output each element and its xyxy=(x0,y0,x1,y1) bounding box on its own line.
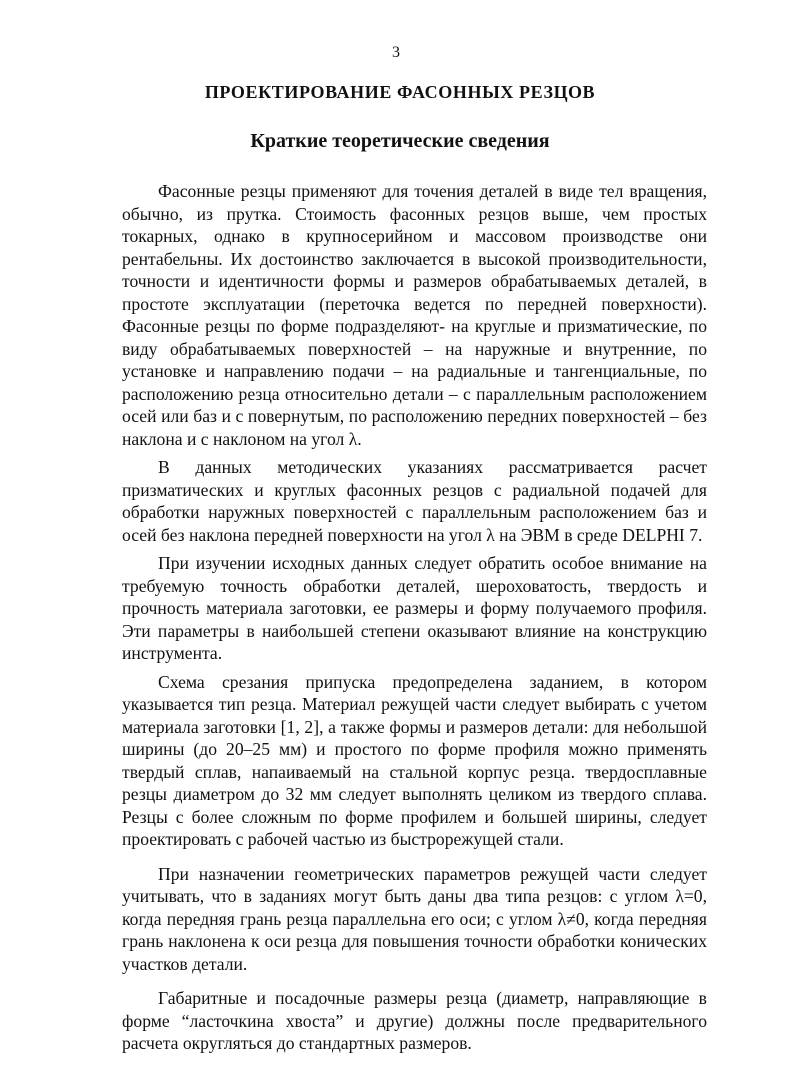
paragraph-intro: Фасонные резцы применяют для точения деталей в виде тел вращения, обычно, из прутка. Стоимость фасонных резцов выше, чем простых токарных, однако в крупносерийном и массовом производстве они рентабельны. Их достоинство заключается в высокой производительности, точности и идентичности формы и размеров обрабатываемых деталей, в простоте эксплуатации (переточка ведется по передней поверхности). Фасонные резцы по форме подразделяют- на круглые и призматические, по виду обрабатываемых поверхностей – на наружные и внутренние, по установке и направлению подачи – на радиальные и тангенциальные, по расположению резца относительно детали – с параллельным расположением осей или баз и с повернутым, по расположению передних поверхностей – без наклона и с наклоном на угол λ. xyxy=(122,181,707,449)
paragraph-dimensions: Габаритные и посадочные размеры резца (диаметр, направляющие в форме “ласточкина хвоста” и другие) должны после предварительного расчета округляться до стандартных размеров. xyxy=(122,988,707,1053)
section-heading: Краткие теоретические сведения xyxy=(250,130,550,152)
paragraph-geometry: При назначении геометрических параметров режущей части следует учитывать, что в заданиях могут быть даны два типа резцов: с углом λ=0, когда передняя грань резца параллельна его оси; с углом λ≠0, когда передняя грань наклонена к оси резца для повышения точности обработки конических участков детали. xyxy=(122,863,707,974)
page-number: 3 xyxy=(392,44,400,61)
paragraph-material: Схема срезания припуска предопределена заданием, в котором указывается тип резца. Материал режущей части следует выбирать с учетом материала заготовки [1, 2], а также формы и размеров детали: для небольшой ширины (до 20–25 мм) и простого по форме профиля можно применять твердый сплав, напаиваемый на стальной корпус резца. твердосплавные резцы диаметром до 32 мм следует выполнять целиком из твердого сплава. Резцы с более сложным по форме профилем и большей ширины, следует проектировать с рабочей частью из быстрорежущей стали. xyxy=(122,671,707,849)
paragraph-scope: В данных методических указаниях рассматривается расчет призматических и круглых фасонных резцов с радиальной подачей для обработки наружных поверхностей с параллельным расположением баз и осей без наклона передней поверхности на угол λ на ЭВМ в среде DELPHI 7. xyxy=(122,457,707,545)
paragraph-input-data: При изучении исходных данных следует обратить особое внимание на требуемую точность обработки деталей, шероховатость, твердость и прочность материала заготовки, ее размеры и форму получаемого профиля. Эти параметры в наибольшей степени оказывают влияние на конструкцию инструмента. xyxy=(122,553,707,663)
body-text xyxy=(122,180,707,1061)
page-title: ПРОЕКТИРОВАНИЕ ФАСОННЫХ РЕЗЦОВ xyxy=(204,82,596,102)
